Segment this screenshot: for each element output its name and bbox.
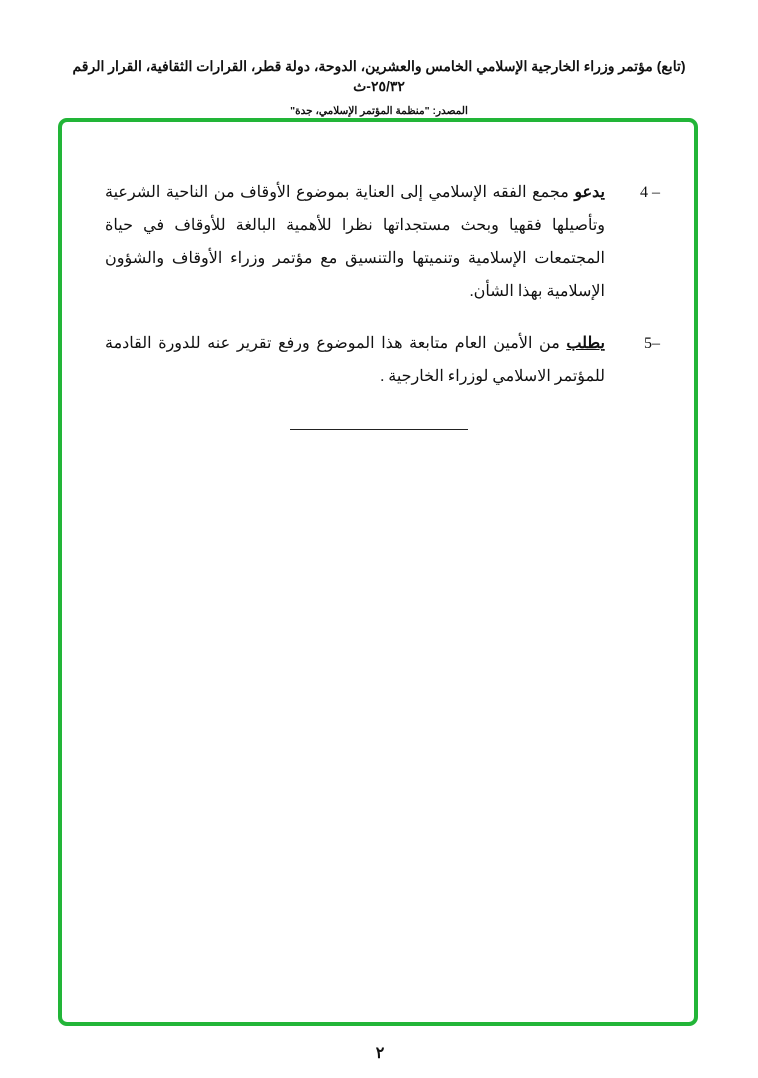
item-number: 5– [644,335,660,352]
item-number: 4 – [640,184,660,201]
document-header-title: (تابع) مؤتمر وزراء الخارجية الإسلامي الخامس والعشرين، الدوحة، دولة قطر، القرارات الثقافية، القرار الرقم ٢٥/٣٢-ث [72,58,686,94]
item-text: مجمع الفقه الإسلامي إلى العناية بموضوع الأوقاف من الناحية الشرعية وتأصيلها فقهيا وبحث مستجداتها نظرا للأهمية البالغة للأوقاف في حياة المجتمعات الإسلامية وتنميتها والتنسيق مع مؤتمر وزراء الأوقاف والشؤون الإسلامية بهذا الشأن. [105,184,605,300]
item-text: من الأمين العام متابعة هذا الموضوع ورفع تقرير عنه للدورة القادمة للمؤتمر الاسلامي لوزراء الخارجية . [105,335,605,385]
item-keyword: يدعو [574,184,605,201]
resolution-item-4 [105,176,660,308]
end-divider [290,429,468,430]
item-keyword: يطلب [566,335,605,352]
page-number: ٢ [375,1045,385,1062]
document-source: المصدر: "منظمة المؤتمر الإسلامي، جدة" [290,105,468,117]
resolution-item-5 [105,327,660,393]
